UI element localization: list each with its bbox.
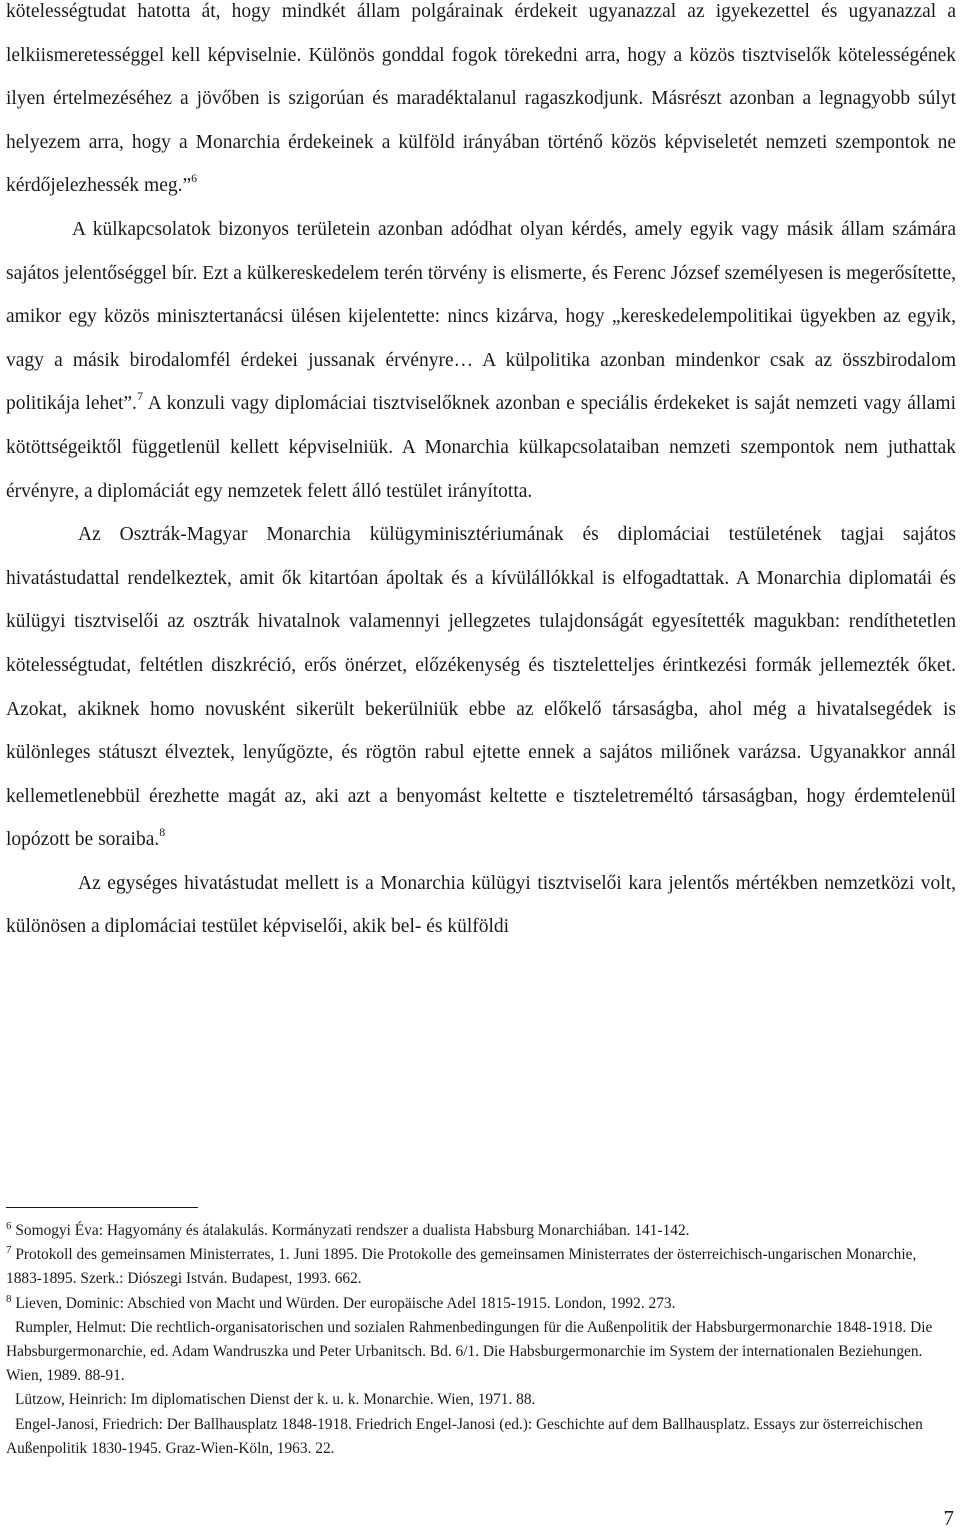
footnote-6-number: 6	[6, 1220, 12, 1232]
body-text	[6, 0, 956, 949]
paragraph-2	[6, 208, 956, 513]
footnote-8	[6, 1292, 956, 1316]
footnote-8-text: Lieven, Dominic: Abschied von Macht und Würden. Der europäische Adel 1815-1915. London, 1992. 273.	[11, 1294, 676, 1312]
paragraph-3	[6, 513, 956, 862]
paragraph-4	[6, 862, 956, 949]
paragraph-3-text: Az Osztrák-Magyar Monarchia külügyminisztériumának és diplomáciai testületének tagjai sajátos hivatástudattal rendelkeztek, amit ők kitartóan ápoltak és a kívülállókkal is elfogadtattak. A Monarchia diplomatái és külügyi tisztviselői az osztrák hivatalnok valamennyi jellegzetes tulajdonságát egyesítették magukban: rendíthetetlen kötelességtudat, feltétlen diszkréció, erős önérzet, előzékenység és tiszteletteljes érintkezési formák jellemezték őket. Azokat, akiknek homo novusként sikerült bekerülniük ebbe az előkelő társaságba, ahol még a hivatalsegédek is különleges státuszt élveztek, lenyűgözte, és rögtön rabul ejtette ennek a sajátos miliőnek varázsa. Ugyanakkor annál kellemetlenebbül érezhette magát az, aki azt a benyomást keltette e tiszteletreméltó társaságban, hogy érdemtelenül lopózott be soraiba.	[6, 524, 956, 851]
paragraph-4-text: Az egységes hivatástudat mellett is a Monarchia külügyi tisztviselői kara jelentős mértékben nemzetközi volt, különösen a diplomáciai testület képviselői, akik bel- és külföldi	[6, 872, 956, 938]
footnote-7	[6, 1243, 956, 1291]
footnote-6	[6, 1219, 956, 1243]
page-number: 7	[943, 1506, 954, 1530]
footnote-7-text: Protokoll des gemeinsamen Ministerrates, 1. Juni 1895. Die Protokolle des gemeinsamen Ministerrates der österreichisch-ungarischen Monarchie, 1883-1895. Szerk.: Diószegi István. Budapest, 1993. 662.	[6, 1246, 917, 1288]
footnote-ref-6: 6	[191, 171, 198, 186]
footnote-7-number: 7	[6, 1244, 12, 1257]
footnote-8-rumpler: Rumpler, Helmut: Die rechtlich-organisatorischen und sozialen Rahmenbedingungen für die Außenpolitik der Habsburgermonarchie 1848-1918. Die Habsburgermonarchie, ed. Adam Wandruszka und Peter Urbanitsch. Bd. 6/1. Die Habsburgermonarchie im System der internationalen Beziehungen. Wien, 1989. 88-91.	[6, 1318, 933, 1385]
footnotes	[6, 1219, 956, 1461]
document-page	[6, 0, 956, 949]
paragraph-2-text-a: A külkapcsolatok bizonyos területein azonban adódhat olyan kérdés, amely egyik vagy másik állam számára sajátos jelentőséggel bír. Ezt a külkereskedelem terén törvény is elismerte, és Ferenc József személyesen is megerősítette, amikor egy közös minisztertanácsi ülésen kijelentette: nincs kizárva, hogy „kereskedelempolitikai ügyekben az egyik, vagy a másik birodalomfél érdekei jussanak érvényre… A külpolitika azonban mindenkor csak az összbirodalom politikája lehet”.	[6, 218, 956, 415]
paragraph-1	[6, 0, 956, 208]
footnote-ref-8: 8	[159, 825, 166, 840]
footnote-8-number: 8	[6, 1292, 12, 1305]
footnote-8-lutzow: Lützow, Heinrich: Im diplomatischen Dienst der k. u. k. Monarchie. Wien, 1971. 88.	[15, 1391, 536, 1409]
paragraph-2-text-b: A konzuli vagy diplomáciai tisztviselőknek azonban e speciális érdekeket is saját nemzeti vagy állami kötöttségeiktől függetlenül kellett képviselniük. A Monarchia külkapcsolataiban nemzeti szempontok nem juthattak érvényre, a diplomáciát egy nemzetek felett álló testület irányította.	[6, 393, 956, 502]
footnote-6-text: Somogyi Éva: Hagyomány és átalakulás. Kormányzati rendszer a dualista Habsburg Monarchiában. 141-142.	[11, 1222, 690, 1239]
footnote-ref-7: 7	[136, 389, 143, 404]
footnote-8-engel-janosi: Engel-Janosi, Friedrich: Der Ballhausplatz 1848-1918. Friedrich Engel-Janosi (ed.): Geschichte auf dem Ballhausplatz. Essays zur österreichischen Außenpolitik 1830-1945. Graz-Wien-Köln, 1963. 22.	[6, 1415, 923, 1457]
paragraph-1-text: kötelességtudat hatotta át, hogy mindkét állam polgárainak érdekeit ugyanazzal az igyekezettel és ugyanazzal a lelkiismeretességgel kell képviselnie. Különös gonddal fogok törekedni arra, hogy a közös tisztviselők kötelességének ilyen értelmezéséhez a jövőben is szigorúan és maradéktalanul ragaszkodjunk. Másrészt azonban a legnagyobb súlyt helyezem arra, hogy a Monarchia érdekeinek a külföld irányában történő közös képviseletét nemzeti szempontok ne kérdőjelezhessék meg.”	[6, 1, 956, 197]
footnote-separator	[6, 1207, 198, 1208]
